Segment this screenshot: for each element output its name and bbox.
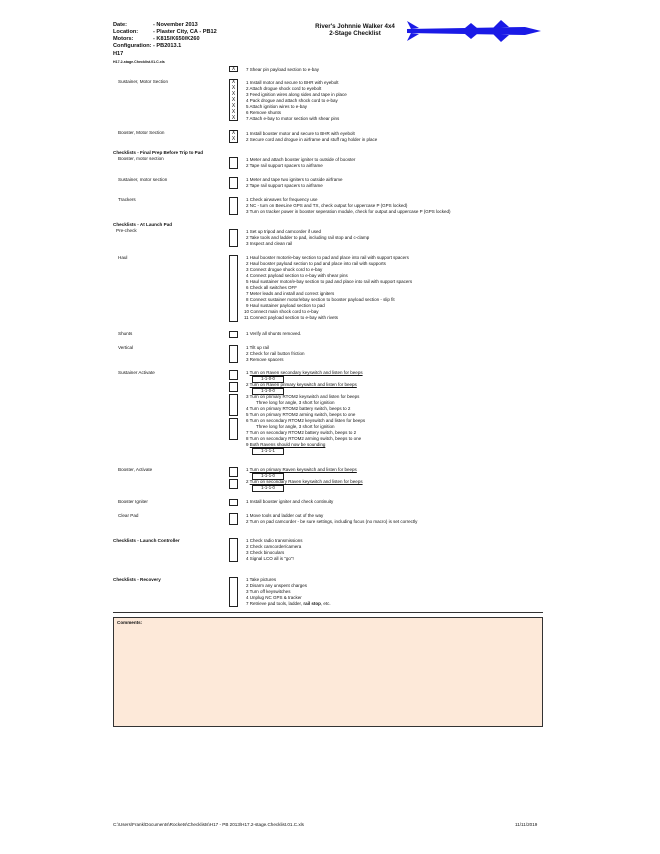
checklist-item: 1 Install booster motor and secure to BHR with eyebolt: [246, 131, 355, 136]
header-motors: Motors: - K815/K650/K260: [113, 36, 200, 42]
checklist-item-text: Turn on secondary Raven keyswitch and listen for beeps: [249, 479, 363, 484]
beep-code: 1-1-0-0: [252, 376, 284, 383]
checklist-item: 4 Connect payload section to e-bay with shear pins: [246, 273, 348, 278]
check-mark: X: [231, 115, 236, 121]
checklist-item: 2 Take tools and ladder to pad, including rail stop and c-clamp: [246, 235, 370, 240]
checklist-item-text: Turn on Raven secondary keyswitch and listen for beeps: [249, 370, 363, 375]
checklist-item: 1 Turn on primary Raven keyswitch and listen for beeps: [246, 467, 357, 472]
checklist-item: 1 Check radio transmissions: [246, 538, 303, 543]
check-mark: X: [231, 109, 236, 115]
checklist-item: 5 Attach ignition wires to e-bay: [246, 104, 308, 109]
checklist-item: 8 Turn on secondary RTOM2 arming switch, beeps to one: [246, 436, 362, 441]
checklist-item: 2 Secure cord and drogue in airframe and stuff rag holder in place: [246, 137, 378, 142]
section-clear-pad: Clear Pad: [118, 513, 139, 518]
checkbox-group[interactable]: [229, 229, 238, 247]
checklist-note: Three long for angle, 3 short for ignition: [256, 424, 335, 429]
checklist-item: 1 Meter and tape two igniters to outside airframe: [246, 177, 343, 182]
checklist-item: 3 Feed ignition wires along sides and tape in place: [246, 92, 347, 97]
checklist-item: 2 Turn on Raven primary keyswitch and listen for beeps: [246, 382, 357, 387]
section-launch-pad: Checklists - At Launch Pad: [113, 222, 173, 227]
section-sustainer-motor: Sustainer, Motor Section: [118, 79, 169, 84]
footer-path: C:\Users\Frank\Documents\Rockets\Checklists\H17 - PB 2013\H17.2-stage.Checklist.01.C.xls: [113, 822, 304, 827]
section-booster-activate: Booster, Activate: [118, 467, 153, 472]
checklist-item: 3 Inspect and clean rail: [246, 241, 293, 246]
checklist-item: 9 Haul sustainer payload section to pad: [246, 303, 325, 308]
checklist-item: 6 Turn on secondary RTOM2 keyswitch and listen for beeps: [246, 418, 366, 423]
beep-code: 1-1-1-0: [252, 485, 284, 492]
check-mark: X: [231, 136, 236, 142]
checklist-item-text: Turn on Raven primary keyswitch and listen for beeps: [249, 382, 357, 387]
checklist-item-text: Both Ravens should now be sounding: [249, 442, 326, 447]
checklist-item: 6 Remove shunts: [246, 110, 282, 115]
checklist-item: 2 Check camcorder/camera: [246, 544, 302, 549]
section-launch-controller: Checklists - Launch Controller: [113, 538, 180, 543]
divider: [113, 612, 543, 613]
checkbox-group[interactable]: [229, 255, 238, 322]
checklist-item: 8 Connect sustainer motor/ebay section to booster payload section - slip fit: [246, 297, 395, 302]
comments-box[interactable]: [113, 617, 543, 727]
checklist-item: 1 Meter and attach booster igniter to outside of booster: [246, 157, 356, 162]
section-haul: Haul: [118, 255, 128, 260]
checkbox[interactable]: [229, 499, 238, 506]
checklist-item: 2 Turn on secondary Raven keyswitch and listen for beeps: [246, 479, 363, 484]
checklist-item: 1 Take pictures: [246, 577, 277, 582]
checklist-item: 2 Tape rail support spacers to airframe: [246, 183, 323, 188]
checklist-item: 9 Both Ravens should now be sounding: [246, 442, 326, 447]
checklist-item: 1 Install motor and secure to BHR with eyebolt: [246, 80, 339, 85]
checklist-item: 1 Verify all shunts removed.: [246, 331, 302, 336]
checkbox[interactable]: [229, 467, 238, 477]
checklist-item: 7 Meter leads and install and correct igniters: [246, 291, 335, 296]
checkbox-group[interactable]: [229, 513, 238, 525]
checkbox[interactable]: [229, 331, 238, 338]
check-mark: X: [231, 103, 236, 109]
checklist-item: 4 Unplug NC GPS & tracker: [246, 595, 302, 600]
header-h17: H17: [113, 51, 124, 57]
checklist-item: [246, 601, 331, 606]
checklist-item: 3 Check binoculars: [246, 550, 285, 555]
section-vertical: Vertical: [118, 345, 134, 350]
checkbox[interactable]: [229, 382, 238, 392]
checklist-item: 3 Turn on tracker power in booster seperation module, check for output and uppercase P (GPS locked): [246, 209, 451, 214]
checklist-item: 1 Tilt up rail: [246, 345, 270, 350]
checklist-item: 7 Attach e-bay to motor section with shear pins: [246, 116, 340, 121]
checklist-item: 2 NC - turn on BeeLine GPS and TX, check output for uppercase P (GPS locked): [246, 203, 408, 208]
checklist-item: 3 Connect drogue shock cord to e-bay: [246, 267, 323, 272]
checklist-item: 1 Set up tripod and camcorder if used: [246, 229, 322, 234]
checkbox[interactable]: [229, 479, 238, 489]
check-mark: X: [231, 79, 236, 85]
checkbox-group[interactable]: [229, 394, 238, 416]
section-final-prep: Checklists - Final Prep Before Trip to Pad: [113, 150, 204, 155]
checklist-note: Three long for angle, 3 short for ignition: [256, 400, 335, 405]
checklist-item: 1 Turn on Raven secondary keyswitch and listen for beeps: [246, 370, 363, 375]
checklist-item: 1 Install booster igniter and check continuity: [246, 499, 334, 504]
checklist-item: 11 Connect payload section to e-bay with rivets: [244, 315, 338, 320]
section-booster-motor-sec: Booster, motor section: [118, 156, 164, 161]
checklist-item: 4 Signal LCO all is "go"!: [246, 556, 294, 561]
beep-code: 1-1-0-0: [252, 388, 284, 395]
header-date: Date: - November 2013: [113, 22, 198, 28]
checklist-item: 1 Haul booster motor/e-bay section to pad and place into rail with support spacers: [246, 255, 409, 260]
checklist-item: 2 Disarm any unspent charges: [246, 583, 308, 588]
checkbox-group[interactable]: [229, 538, 238, 562]
checklist-item: 2 Tape rail support spacers to airframe: [246, 163, 323, 168]
check-mark: X: [231, 97, 236, 103]
checkbox-group[interactable]: [229, 577, 238, 607]
checkbox-group[interactable]: [229, 345, 238, 363]
checkbox-group[interactable]: [229, 177, 238, 189]
section-precheck: Pre-check: [116, 228, 137, 233]
header-configuration: Configuration:- PB2013.1: [113, 43, 182, 49]
checklist-item: 4 Pack drogue and attach shock cord to e-bay: [246, 98, 338, 103]
check-mark: X: [231, 85, 236, 91]
section-shunts: Shunts: [118, 331, 133, 336]
section-sustainer-motor-sec: Sustainer, motor section: [118, 177, 168, 182]
checkbox-group[interactable]: [229, 197, 238, 215]
checklist-item: 3 Turn off keyswitches: [246, 589, 291, 594]
header-location: Location: - Plaster City, CA - PB12: [113, 29, 217, 35]
beep-code: 1-1-1-1: [252, 448, 284, 455]
checklist-item: 1 Move tools and ladder out of the way: [246, 513, 324, 518]
checklist-item: 2 Attach drogue shock cord to eyebolt: [246, 86, 322, 91]
check-mark: X: [231, 130, 236, 136]
checkbox-group[interactable]: [229, 418, 238, 440]
checklist-item-text: Turn on primary Raven keyswitch and listen for beeps: [249, 467, 357, 472]
section-booster-motor: Booster, Motor Section: [118, 130, 165, 135]
checklist-item: 7 Turn on secondary RTOM2 battery switch, beeps to 2: [246, 430, 357, 435]
section-trackers: Trackers: [118, 197, 136, 202]
checkbox[interactable]: [229, 370, 238, 380]
section-booster-igniter: Booster Igniter: [118, 499, 148, 504]
checklist-item: 4 Turn on primary RTOM2 battery switch, beeps to 2: [246, 406, 351, 411]
page-subtitle: 2-Stage Checklist: [329, 30, 381, 37]
checklist-item-emphasis: rail stop: [303, 601, 321, 606]
check-mark: X: [231, 66, 236, 72]
section-recovery: Checklists - Recovery: [113, 577, 161, 582]
section-sustainer-activate: Sustainer Activate: [118, 370, 155, 375]
checklist-item: 5 Turn on primary RTOM2 arming switch, beeps to one: [246, 412, 356, 417]
checklist-item: 2 Haul booster payload section to pad and place into rail with supports: [246, 261, 386, 266]
checklist-item: 3 Turn on primary RTOM2 keyswitch and listen for beeps: [246, 394, 360, 399]
checklist-item-text: , etc.: [320, 601, 331, 606]
checklist-item: 7 Shear pin payload section to e-bay: [246, 67, 320, 72]
rocket-logo-icon: [405, 18, 545, 44]
checklist-item: 2 Check for rail button friction: [246, 351, 305, 356]
checklist-item: 1 Check airwaves for frequency use: [246, 197, 318, 202]
checklist-item: 3 Remove spacers: [246, 357, 284, 362]
beep-code: 1-1-1-0: [252, 473, 284, 480]
checklist-item: 6 Check all switches OFF: [246, 285, 298, 290]
header-filename: H17.2-stage.Checklist.01.C.xls: [113, 60, 165, 64]
checklist-item-text: 7 Retrieve pad tools, ladder,: [246, 601, 303, 606]
page-title: River's Johnnie Walker 4x4: [315, 23, 395, 30]
comments-label: Comments:: [117, 620, 143, 625]
checklist-item: 2 Turn on pad camcorder - be sure settings, including focus (no macro) is set correctly: [246, 519, 418, 524]
checkbox-group[interactable]: [229, 157, 238, 169]
checklist-item: 10 Connect main shock cord to e-bay: [244, 309, 319, 314]
footer-date: 11/11/2019: [515, 822, 538, 827]
check-mark: X: [231, 91, 236, 97]
checklist-item: 5 Haul sustainer motor/e-bay section to pad and place into rail with support spacers: [246, 279, 413, 284]
